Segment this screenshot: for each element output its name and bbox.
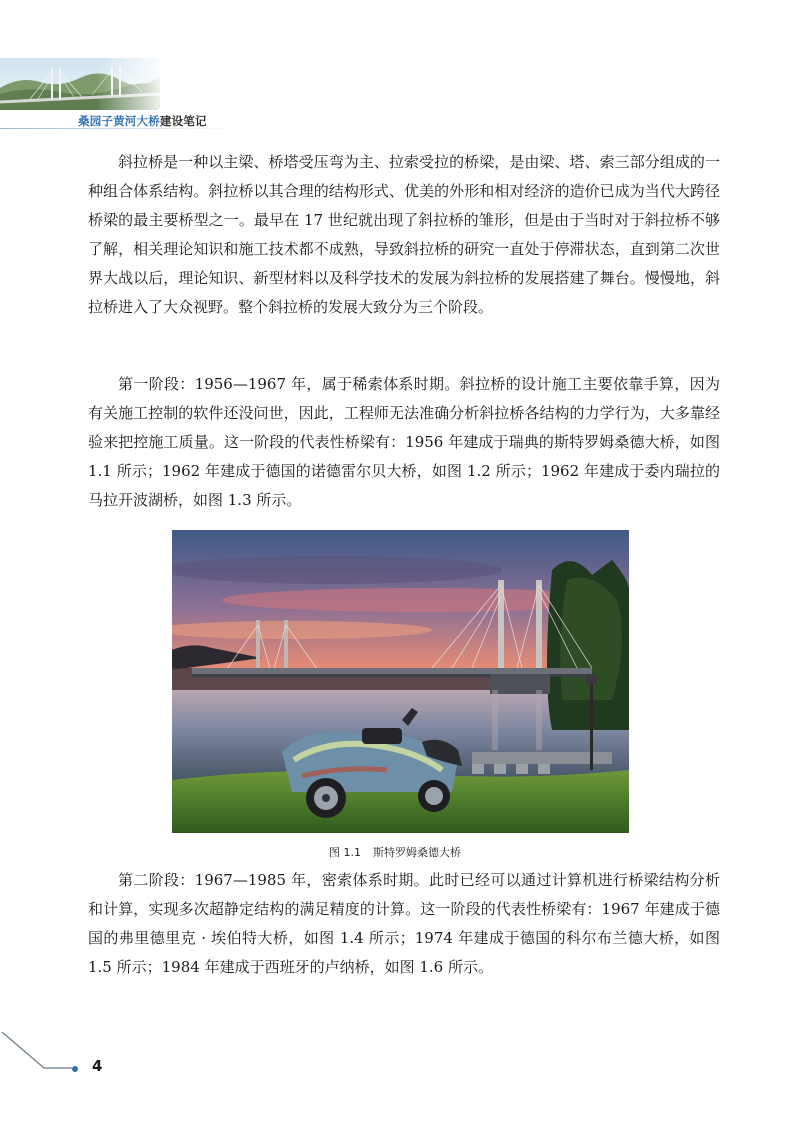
- header-divider: [0, 128, 240, 129]
- footer-corner-line: [0, 1030, 80, 1076]
- page-marker-dot: [72, 1066, 78, 1072]
- paragraph-intro: 斜拉桥是一种以主梁、桥塔受压弯为主、拉索受拉的桥梁，是由梁、塔、索三部分组成的一种组合体系结构。斜拉桥以其合理的结构形式、优美的外形和相对经济的造价已成为当代大跨径桥梁的最主要桥型之一。最早在 17 世纪就出现了斜拉桥的雏形，但是由于当时对于斜拉桥不够了解，相关理论知识和施工技术都不成熟，导致斜拉桥的研究一直处于停滞状态，直到第二次世界大战以后，理论知识、新型材料以及科学技术的发展为斜拉桥的发展搭建了舞台。慢慢地，斜拉桥进入了大众视野。整个斜拉桥的发展大致分为三个阶段。: [88, 153, 720, 316]
- figure-caption: [0, 844, 790, 860]
- running-header: [78, 113, 207, 129]
- figure-number: 图 1.1: [329, 846, 361, 859]
- paragraph-stage-one: 第一阶段：1956—1967 年，属于稀索体系时期。斜拉桥的设计施工主要依靠手算，因为有关施工控制的软件还没问世，因此，工程师无法准确分析斜拉桥各结构的力学行为，大多靠经验来把控施工质量。这一阶段的代表性桥梁有：1956 年建成于瑞典的斯特罗姆桑德大桥，如图 1.1 所示；1962 年建成于德国的诺德雷尔贝大桥，如图 1.2 所示；1962 年建成于委内瑞拉的马拉开波湖桥，如图 1.3 所示。: [88, 375, 720, 509]
- header-title-rest: 建设笔记: [159, 114, 207, 128]
- figure-bridge-photo: [172, 530, 629, 833]
- figure-caption-text: 斯特罗姆桑德大桥: [373, 846, 461, 859]
- paragraph-stage-two: 第二阶段：1967—1985 年，密索体系时期。此时已经可以通过计算机进行桥梁结构分析和计算，实现多次超静定结构的满足精度的计算。这一阶段的代表性桥梁有：1967 年建成于德国的弗里德里克 · 埃伯特大桥，如图 1.4 所示；1974 年建成于德国的科尔布兰德大桥，如图 1.5 所示；1984 年建成于西班牙的卢纳桥，如图 1.6 所示。: [88, 871, 720, 976]
- page-number: 4: [92, 1057, 103, 1075]
- header-bridge-thumbnail: [0, 58, 160, 110]
- header-title-highlight: 桑园子黄河大桥: [78, 114, 160, 128]
